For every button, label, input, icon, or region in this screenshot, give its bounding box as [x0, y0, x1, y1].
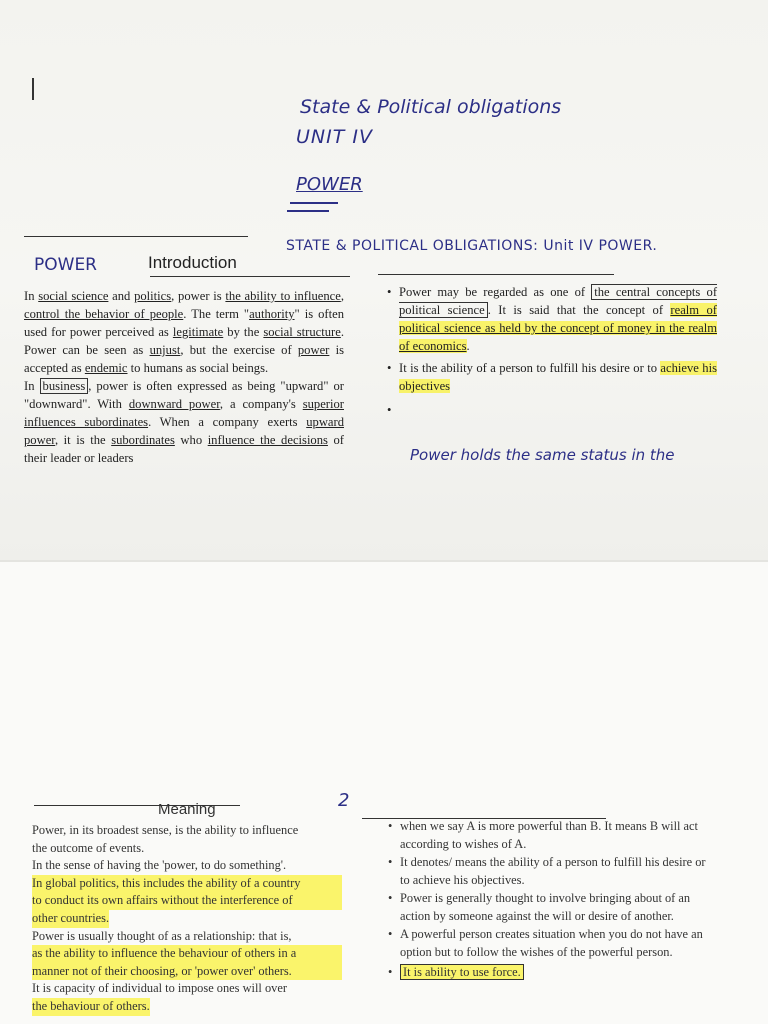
text-run: the central concepts of political science [399, 285, 718, 317]
meaning-line: manner not of their choosing, or 'power over' others. [32, 963, 342, 981]
text-run: . When a company exerts [148, 415, 307, 429]
text-run: the ability to influence [225, 289, 341, 303]
text-run: , a company's [219, 397, 303, 411]
meaning-line: to conduct its own affairs without the interference of [32, 892, 342, 910]
meaning-line: the outcome of events. [32, 840, 145, 855]
handwritten-power-label: POWER [34, 255, 97, 275]
text-run: upward power [24, 415, 344, 447]
meaning-line: other countries. [32, 910, 109, 928]
meaning-bullet-5 [388, 963, 706, 981]
text-run: politics [134, 289, 172, 303]
meaning-bullet-1: • when we say A is more powerful than B. It means B will act according to wishes of A. [388, 817, 706, 853]
meaning-bullet-2: • It denotes/ means the ability of a person to fulfill his desire or to achieve his objectives. [388, 853, 706, 889]
meaning-left-column [32, 822, 342, 1016]
text-run: " is often used for power perceived as [24, 307, 344, 339]
meaning-line: Power is usually thought of as a relationship: that is, [32, 928, 292, 943]
text-run: . It is said that the concept of [487, 303, 671, 317]
text-run: and [108, 289, 135, 303]
text-run: control the behavior of people [24, 307, 184, 321]
text-run: business [40, 378, 89, 394]
text-run: endemic [84, 361, 128, 375]
intro-paragraph-2 [24, 377, 344, 467]
meaning-line: Power, in its broadest sense, is the ability to influence [32, 823, 299, 837]
handwritten-page-number: 2 [338, 790, 350, 811]
handwritten-power-heading: POWER [296, 174, 363, 195]
text-run: downward power [128, 397, 220, 411]
introduction-right-column [387, 283, 717, 419]
meaning-line: In the sense of having the 'power, to do something'. [32, 858, 287, 873]
text-run: , power is often expressed as being "upward" or "downward". With [24, 379, 344, 411]
text-run: . Power can be seen as [24, 325, 344, 357]
intro-bullet-1 [387, 283, 717, 355]
handwritten-note: Power holds the same status in the [410, 446, 675, 464]
meaning-line: It is capacity of individual to impose ones will over [32, 981, 287, 996]
handwritten-underline [290, 202, 338, 204]
text-run: power [297, 343, 330, 357]
text-run: . The term " [183, 307, 250, 321]
text-run: It is the ability of a person to fulfill his desire or to [399, 361, 661, 375]
meaning-bullet-3: • Power is generally thought to involve bringing about of an action by someone against the will or desire of another. [388, 889, 706, 925]
text-run: In [24, 379, 40, 393]
intro-paragraph-1 [24, 287, 344, 377]
text-run: by the [223, 325, 264, 339]
text-run: , [340, 289, 344, 303]
handwritten-unit: UNIT IV [296, 126, 373, 148]
meaning-bullet-4: • A powerful person creates situation when you do not have an option but to follow the wishes of the powerful person. [388, 925, 706, 961]
text-run: unjust [149, 343, 181, 357]
text-run: Power may be regarded as one of [399, 285, 592, 299]
text-run: influence the decisions [207, 433, 328, 447]
text-run: social science [38, 289, 109, 303]
pen-mark [32, 78, 34, 100]
intro-bullet-2 [387, 359, 717, 395]
text-run: social structure [263, 325, 341, 339]
meaning-line: the behaviour of others. [32, 998, 150, 1016]
handwritten-title: State & Political obligations [300, 96, 562, 118]
text-run: subordinates [111, 433, 175, 447]
text-run: It is ability to use force. [400, 964, 524, 980]
text-run: to humans as social beings. [127, 361, 269, 375]
section-rule [24, 236, 248, 237]
handwritten-header: STATE & POLITICAL OBLIGATIONS: Unit IV POWER. [286, 238, 658, 254]
text-run: of their leader or leaders [24, 433, 344, 465]
meaning-right-column [388, 817, 706, 981]
text-run: legitimate [172, 325, 224, 339]
text-run: , it is the [54, 433, 112, 447]
meaning-heading: Meaning [158, 801, 216, 818]
introduction-heading: Introduction [148, 253, 237, 272]
handwritten-underline [287, 210, 329, 212]
text-run: , but the exercise of [180, 343, 298, 357]
text-run: superior influences subordinates [24, 397, 344, 429]
meaning-line: In global politics, this includes the ability of a country [32, 875, 342, 893]
introduction-left-column [24, 287, 344, 467]
text-run: , power is [171, 289, 226, 303]
heading-rule [378, 274, 614, 275]
text-run: realm of political science as held by the concept of money in the realm of economics [399, 303, 717, 353]
text-run: who [174, 433, 208, 447]
meaning-line: as the ability to influence the behaviour of others in a [32, 945, 342, 963]
text-run: authority [249, 307, 295, 321]
text-run: achieve his objectives [399, 361, 717, 393]
text-run: In [24, 289, 39, 303]
heading-rule [150, 276, 350, 277]
text-run: . [466, 339, 470, 353]
intro-bullet-empty [387, 401, 717, 419]
text-run: is accepted as [24, 343, 344, 375]
